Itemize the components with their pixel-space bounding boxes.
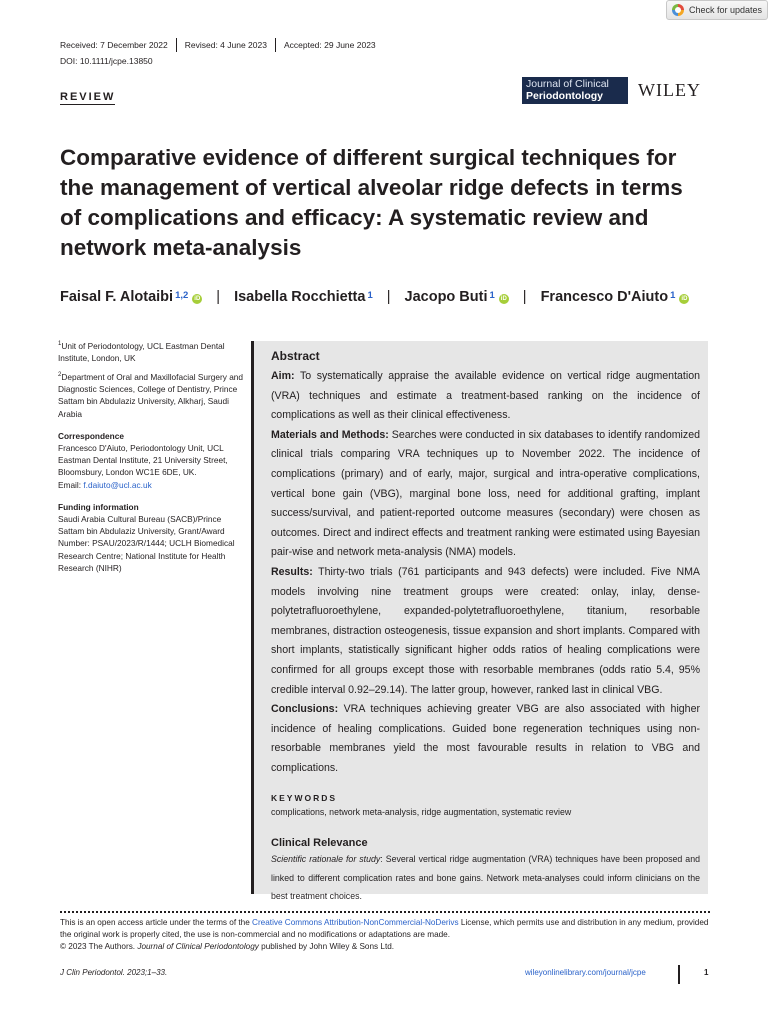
- page-number: 1: [704, 968, 709, 977]
- correspondence-text: Francesco D'Aiuto, Periodontology Unit, UCL Eastman Dental Institute, 21 University Street, Bloomsbury, London WC1E 6DE, UK.: [58, 442, 228, 478]
- author-list: [60, 289, 720, 305]
- sidebar-info: [58, 338, 246, 574]
- aim-text: To systematically appraise the available evidence on vertical ridge augmentation (VRA) techniques and estimate a treatment-based ranking on the incidence of complications as well as their clinical effectiveness.: [271, 370, 700, 422]
- revised-date: Revised: 4 June 2023: [176, 38, 275, 52]
- footer-divider: [678, 965, 680, 984]
- journal-logo: [522, 77, 628, 104]
- author-separator: |: [216, 289, 221, 305]
- copyright-prefix: © 2023 The Authors.: [60, 942, 138, 951]
- copyright-suffix: published by John Wiley & Sons Ltd.: [258, 942, 395, 951]
- journal-citation: J Clin Periodontol. 2023;1–33.: [60, 968, 168, 977]
- check-for-updates-icon: [672, 4, 684, 16]
- clinical-relevance-heading: Clinical Relevance: [271, 837, 368, 850]
- footnote-divider: [60, 911, 710, 913]
- aim-label: Aim:: [271, 370, 295, 382]
- keywords-text: complications, network meta-analysis, ridge augmentation, systematic review: [271, 807, 572, 818]
- affiliation: [58, 369, 246, 420]
- received-date: Received: 7 December 2022: [60, 40, 168, 50]
- article-dates: [60, 38, 384, 52]
- clinical-relevance-body: : Several vertical ridge augmentation (VRA) techniques have been proposed and linked to different complication rates and bone gains. Network meta-analyses could inform clinicians on the best treatment choices.: [271, 854, 700, 902]
- email-label: Email:: [58, 479, 84, 490]
- abstract-results: [271, 563, 700, 700]
- author-separator: |: [386, 289, 391, 305]
- article-title: Comparative evidence of different surgical techniques for the management of vertical alveolar ridge defects in terms of complications and efficacy: A systematic review and network meta-analysis: [60, 145, 683, 260]
- author-affiliation: 1: [367, 290, 373, 301]
- author-name: Isabella Rocchietta: [234, 289, 366, 305]
- abstract-rule: [251, 341, 254, 894]
- license-statement: [60, 917, 710, 941]
- methods-text: Searches were conducted in six databases to identify randomized clinical trials comparing VRA techniques up to November 2022. The incidence of complications (primary) and of early, major, surgical and intra-operative complications, vertical bone gain (VBG), marginal bone loss, need for additional grafting, implant success/survival, and patient-reported outcome measures (secondary) were chosen as outcomes. Direct and indirect effects and treatment ranking were estimated using Bayesian pair-wise and network meta-analysis (NMA) models.: [271, 428, 700, 559]
- license-footnote: [60, 917, 710, 953]
- author-affiliation: 1: [489, 290, 495, 301]
- license-prefix: This is an open access article under the terms of the: [60, 918, 253, 927]
- accepted-date: Accepted: 29 June 2023: [275, 38, 384, 52]
- orcid-icon[interactable]: iD: [681, 296, 688, 302]
- abstract-methods: [271, 426, 700, 563]
- affiliation-text: Unit of Periodontology, UCL Eastman Dental Institute, London, UK: [58, 340, 225, 363]
- author-name: Faisal F. Alotaibi: [60, 289, 174, 305]
- author: [405, 289, 509, 305]
- results-label: Results:: [271, 565, 313, 578]
- methods-label: Materials and Methods:: [271, 428, 389, 441]
- publisher-logo: WILEY: [638, 80, 701, 100]
- abstract-panel: [252, 341, 708, 902]
- author: [234, 289, 373, 305]
- abstract-aim: [271, 367, 700, 426]
- correspondence-heading: Correspondence: [58, 430, 124, 441]
- affiliation-number: 1: [58, 341, 62, 347]
- doi: DOI: 10.1111/jcpe.13850: [60, 56, 153, 66]
- copyright-journal: Journal of Clinical Periodontology: [137, 942, 259, 951]
- abstract-conclusions: [271, 700, 700, 778]
- author-separator: |: [522, 289, 527, 305]
- journal-logo-line1: Journal of Clinical: [526, 78, 609, 90]
- affiliation: [58, 338, 246, 364]
- orcid-icon[interactable]: iD: [194, 296, 201, 302]
- author-name: Jacopo Buti: [404, 289, 488, 305]
- correspondence-email: [58, 479, 246, 491]
- check-for-updates-label: Check for updates: [689, 5, 763, 15]
- author-affiliation: 1,2: [175, 290, 189, 301]
- journal-url-link[interactable]: wileyonlinelibrary.com/journal/jcpe: [525, 968, 646, 977]
- author-affiliation: 1: [670, 290, 676, 301]
- orcid-icon[interactable]: iD: [500, 296, 507, 302]
- clinical-relevance-text: [271, 850, 700, 905]
- conclusions-text: VRA techniques achieving greater VBG are also associated with higher incidence of healing complications. Guided bone regeneration techniques using non-resorbable membranes yield the most favourable results in relation to VBG and complications.: [271, 703, 700, 774]
- license-link[interactable]: Creative Commons Attribution-NonCommercial-NoDerivs: [252, 918, 459, 927]
- author-name: Francesco D'Aiuto: [540, 289, 669, 305]
- clinical-relevance-label: Scientific rationale for study: [271, 854, 381, 865]
- copyright-statement: [60, 941, 710, 953]
- affiliation-number: 2: [58, 372, 62, 379]
- keywords-heading: KEYWORDS: [271, 793, 338, 804]
- article-type: REVIEW: [60, 91, 116, 103]
- license-suffix: License, which permits use and distribution in any medium, provided the original work is properly cited, the use is non-commercial and no modifications or adaptations are made.: [60, 918, 709, 939]
- conclusions-label: Conclusions:: [271, 703, 339, 716]
- abstract-heading: Abstract: [271, 349, 320, 363]
- affiliation-text: Department of Oral and Maxillofacial Surgery and Diagnostic Sciences, College of Dentistry, Prince Sattam bin Abdulaziz University, Alkharj, Saudi Arabia: [58, 371, 244, 419]
- funding-text: Saudi Arabia Cultural Bureau (SACB)/Prince Sattam bin Abdulaziz University, Grant/Award Number: PSAU/2023/R/1444; UCLH Biomedical Research Centre; National Institute for Health Research (NIHR): [58, 513, 235, 573]
- funding-heading: Funding information: [58, 501, 139, 512]
- email-link[interactable]: f.daiuto@ucl.ac.uk: [83, 479, 152, 490]
- results-text: Thirty-two trials (761 participants and 943 defects) were included. Five NMA models involving nine treatment groups were created: onlay, inlay, dense-polytetrafluoroethylene, expanded-polytetrafluoroethylene, titanium, resorbable membranes, distraction osteogenesis, tissue expansion and short implants. Compared with short implants, statistically significant higher odds ratios of healing complications were confirmed for all groups except those with resorbable membranes (odds ratio 5.4, 95% credible interval 0.92–29.14). The latter group, however, ranked last in clinical VBG.: [271, 565, 700, 696]
- author: [60, 289, 202, 305]
- author: [541, 289, 690, 305]
- check-for-updates-button[interactable]: [666, 0, 768, 20]
- journal-logo-line2: Periodontology: [526, 90, 603, 102]
